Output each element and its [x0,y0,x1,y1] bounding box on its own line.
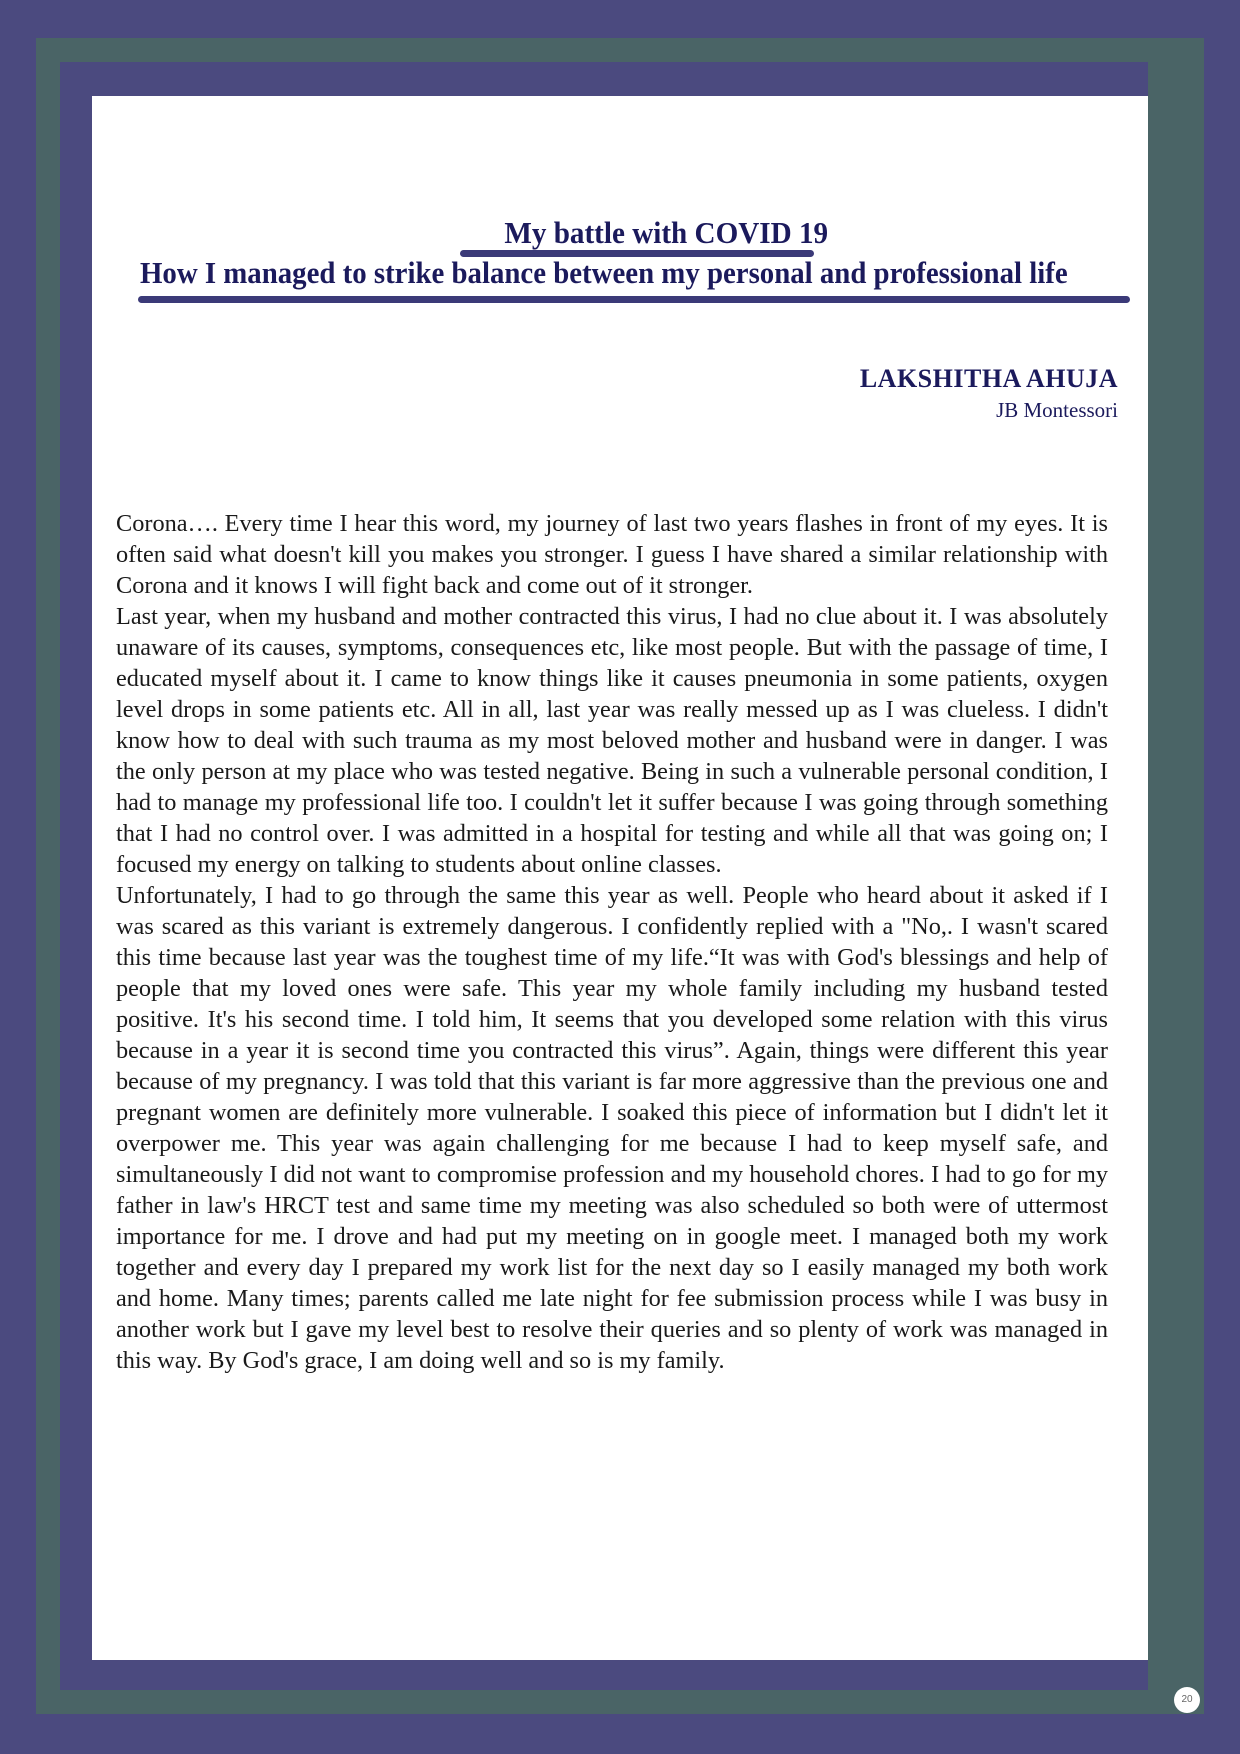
author-department: JB Montessori [996,398,1118,422]
subtitle-underline [138,296,1130,303]
paragraph: Unfortunately, I had to go through the same this year as well. People who heard about it asked if I was scared as this variant is extremely dangerous. I confidently replied with a "No,. I wasn't scared this time because last year was the toughest time of my life.“It was with God's blessings and help of people that my loved ones were safe. This year my whole family including my husband tested positive. It's his second time. I told him, It seems that you developed some relation with this virus because in a year it is second time you contracted this virus”. Again, things were different this year because of my pregnancy. I was told that this variant is far more aggressive than the previous one and pregnant women are definitely more vulnerable. I soaked this piece of information but I didn't let it overpower me. This year was again challenging for me because I had to keep myself safe, and simultaneously I did not want to compromise profession and my household chores. I had to go for my father in law's HRCT test and same time my meeting was also scheduled so both were of uttermost importance for me. I drove and had put my meeting on in google meet. I managed both my work together and every day I prepared my work list for the next day so I easily managed my both work and home. Many times; parents called me late night for fee submission process while I was busy in another work but I gave my level best to resolve their queries and so plenty of work was managed in this way. By God's grace, I am doing well and so is my family. [116,882,1108,1374]
page-number-badge: 20 [1174,1687,1200,1713]
page-subtitle: How I managed to strike balance between my personal and professional life [140,255,1068,290]
title-block [92,214,1148,252]
article-body [116,508,1108,1376]
paragraph: Corona…. Every time I hear this word, my journey of last two years flashes in front of my eyes. It is often said what doesn't kill you makes you stronger. I guess I have shared a similar relationship with Corona and it knows I will fight back and come out of it stronger. [116,510,1108,599]
author-name: LAKSHITHA AHUJA [859,364,1118,393]
document-page [92,96,1148,1660]
page-title: My battle with COVID 19 [504,215,828,250]
paragraph: Last year, when my husband and mother contracted this virus, I had no clue about it. I was absolutely unaware of its causes, symptoms, consequences etc, like most people. But with the passage of time, I educated myself about it. I came to know things like it causes pneumonia in some patients, oxygen level drops in some patients etc. All in all, last year was really messed up as I was clueless. I didn't know how to deal with such trauma as my most beloved mother and husband were in danger. I was the only person at my place who was tested negative. Being in such a vulnerable personal condition, I had to manage my professional life too. I couldn't let it suffer because I was going through something that I had no control over. I was admitted in a hospital for testing and while all that was going on; I focused my energy on talking to students about online classes. [116,603,1108,878]
